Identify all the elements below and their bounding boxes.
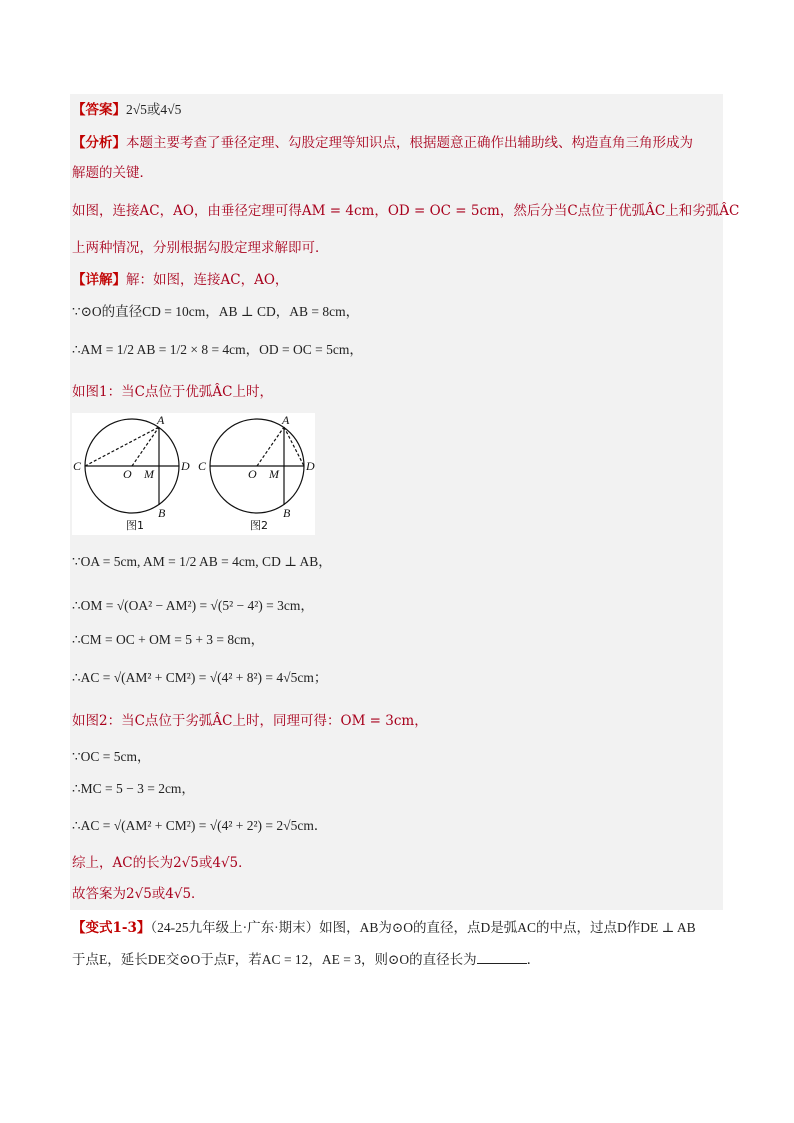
fig2-label-c: C — [198, 459, 207, 473]
fig2-segment-ao — [257, 427, 284, 466]
fig1-segment-ac — [85, 427, 159, 466]
fig1-label-o: O — [123, 467, 132, 481]
detail-step1: ∴AM = 1/2 AB = 1/2 × 8 = 4cm，OD = OC = 5cm， — [72, 342, 363, 357]
case1-step3: ∴CM = OC + OM = 5 + 3 = 8cm， — [72, 632, 265, 647]
analysis-line-3: 如图，连接AC，AO，由垂径定理可得AM = 4cm，OD = OC = 5cm，然后分当C点位于优弧ÂC上和劣弧ÂC — [72, 203, 740, 219]
fig2-label-b: B — [283, 506, 291, 520]
case1-step1: ∵OA = 5cm, AM = 1/2 AB = 4cm, CD ⊥ AB， — [72, 554, 332, 569]
fig1-segment-ao — [132, 427, 159, 466]
fig2-label-a: A — [282, 413, 290, 427]
case2-step3: ∴AC = √(AM² + CM²) = √(4² + 2²) = 2√5cm． — [72, 818, 328, 833]
fig1-label-c: C — [73, 459, 82, 473]
detail-intro: 解：如图，连接AC，AO， — [126, 272, 289, 288]
fig1-label-b: B — [158, 506, 166, 520]
answer-text: 2√5或4√5 — [126, 102, 182, 117]
analysis-line-2: 解题的关键． — [72, 165, 153, 181]
case1-step4: ∴AC = √(AM² + CM²) = √(4² + 8²) = 4√5cm； — [72, 670, 328, 685]
variant-text-2: 于点E，延长DE交⊙O于点F，若AC = 12，AE = 3，则⊙O的直径长为 — [72, 952, 477, 967]
final-answer-line: 故答案为2√5或4√5． — [72, 886, 205, 902]
fig1-caption: 图1 — [126, 519, 144, 532]
figure-group — [72, 413, 315, 535]
detail-line-intro — [72, 270, 288, 290]
answer-tag: 【答案】 — [72, 102, 126, 118]
fig2-label-m: M — [269, 467, 279, 481]
answer-blank — [477, 963, 527, 964]
figure-2 — [210, 419, 304, 513]
summary-line: 综上，AC的长为2√5或4√5． — [72, 855, 252, 871]
case2-heading: 如图2：当C点位于劣弧ÂC上时，同理可得：OM = 3cm， — [72, 713, 428, 729]
fig1-label-m: M — [144, 467, 154, 481]
case1-heading: 如图1：当C点位于优弧ÂC上时， — [72, 384, 273, 400]
fig2-label-d: D — [306, 459, 315, 473]
detail-tag: 【详解】 — [72, 272, 126, 288]
detail-given: ∵⊙O的直径CD = 10cm，AB ⊥ CD，AB = 8cm， — [72, 304, 360, 319]
case2-step2: ∴MC = 5 − 3 = 2cm， — [72, 781, 195, 796]
fig2-caption: 图2 — [250, 519, 268, 532]
variant-tag: 【变式1-3】 — [72, 920, 151, 936]
variant-line-1 — [72, 918, 696, 938]
fig1-label-a: A — [157, 413, 165, 427]
analysis-line-1 — [72, 133, 693, 153]
circle-figures — [72, 413, 315, 535]
fig2-segment-ad — [284, 427, 304, 466]
analysis-line-4: 上两种情况，分别根据勾股定理求解即可． — [72, 240, 329, 256]
analysis-tag: 【分析】 — [72, 135, 126, 151]
answer-line — [72, 100, 181, 120]
variant-text-1: （24-25九年级上·广东·期末）如图，AB为⊙O的直径，点D是弧AC的中点，过点D作DE ⊥ AB — [150, 920, 696, 935]
figure-1 — [85, 419, 179, 513]
fig1-label-d: D — [181, 459, 190, 473]
analysis-text-1: 本题主要考查了垂径定理、勾股定理等知识点，根据题意正确作出辅助线、构造直角三角形成为 — [126, 135, 693, 151]
case2-step1: ∵OC = 5cm， — [72, 749, 151, 764]
variant-line-2: 于点E，延长DE交⊙O于点F，若AC = 12，AE = 3，则⊙O的直径长为 ． — [72, 952, 541, 967]
case1-step2: ∴OM = √(OA² − AM²) = √(5² − 4²) = 3cm， — [72, 598, 314, 613]
fig2-label-o: O — [248, 467, 257, 481]
